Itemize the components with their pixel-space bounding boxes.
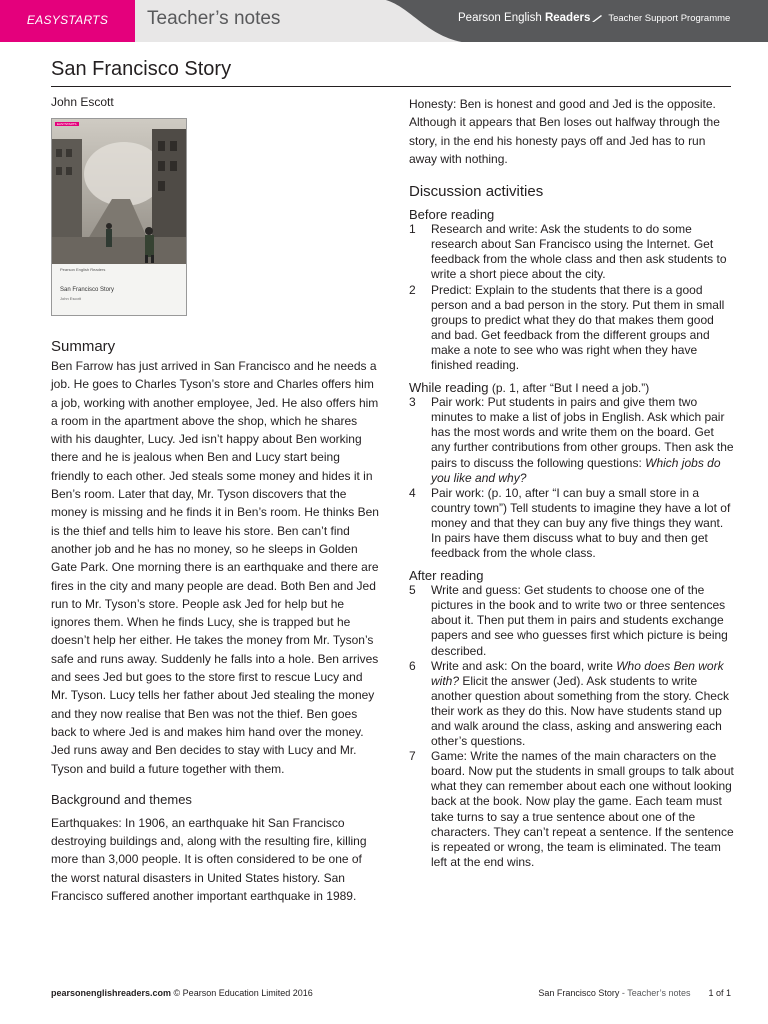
brand-suffix: Teacher Support Programme xyxy=(608,13,731,24)
activity-label: Pair work: xyxy=(431,395,485,410)
activity-text-continued: Elicit the answer (Jed). Ask students to write another question about something from the story. Check their work as they do this. Now have students stand up and walk around the class, asking and answering each other’s questions. xyxy=(431,673,729,749)
activity-number: 3 xyxy=(409,395,416,410)
while-reading-list xyxy=(409,395,734,561)
before-reading-heading: Before reading xyxy=(409,207,495,223)
discussion-heading: Discussion activities xyxy=(409,183,544,201)
activity-number: 1 xyxy=(409,222,416,237)
series-tag: EASYSTARTS xyxy=(0,0,135,42)
activity-italic: Who does Ben work with? xyxy=(431,658,724,688)
footer xyxy=(51,988,731,998)
pen-icon xyxy=(592,14,602,22)
activity-label: Write and guess: xyxy=(431,583,521,598)
activity-item xyxy=(409,283,734,374)
title-divider xyxy=(51,86,731,87)
activity-text: Write the names of the main characters on the board. Now put the students in small groups to talk about what they can remember about each one without looking back at the book. Now play the game. Each team must take turns to say a true sentence about one of the characters. They can’t repeat a sentence. If the sentence is repeated or wrong, the team is eliminated. The team left at the end wins. xyxy=(431,749,734,869)
footer-page: 1 of 1 xyxy=(708,988,731,998)
footer-site-link[interactable]: pearsonenglishreaders.com xyxy=(51,988,172,998)
earthquakes-paragraph xyxy=(51,814,381,905)
activity-item xyxy=(409,583,734,658)
activity-italic: Which jobs do you like and why? xyxy=(431,455,721,485)
notes-title: Teacher’s notes xyxy=(147,8,281,29)
activity-text: (p. 10, after “I can buy a small store in a country town”) Tell students to imagine they have a lot of money and that they can buy any five things they want. In pairs have them discuss what to buy and then get feedback from the whole class. xyxy=(431,485,731,561)
right-column xyxy=(409,95,734,870)
before-reading-list xyxy=(409,222,734,373)
footer-right xyxy=(538,988,731,998)
activity-item xyxy=(409,486,734,561)
activity-number: 6 xyxy=(409,658,416,673)
activity-number: 5 xyxy=(409,583,416,598)
footer-book: San Francisco Story xyxy=(538,988,620,998)
earthquakes-label: Earthquakes: xyxy=(51,815,122,830)
earthquakes-text: In 1906, an earthquake hit San Francisco destroying buildings and, along with the resulting fire, killing more than 3,000 people. It is often considered to be one of the worst natural disasters in United States history. San Francisco suffered another important earthquake in 1989. xyxy=(51,815,367,904)
book-cover xyxy=(51,118,187,316)
activity-number: 2 xyxy=(409,282,416,297)
activity-item xyxy=(409,659,734,750)
honesty-paragraph xyxy=(409,95,734,168)
activity-label: Research and write: xyxy=(431,222,538,237)
while-reading-title: While reading xyxy=(409,380,489,396)
activity-item xyxy=(409,395,734,486)
while-reading-ref: (p. 1, after “But I need a job.”) xyxy=(488,381,650,396)
book-title: San Francisco Story xyxy=(51,58,232,80)
honesty-text: Ben is honest and good and Jed is the opposite. Although it appears that Ben loses out halfway through the story, in the end his honesty pays off and Jed has to run away with nothing. xyxy=(409,97,720,166)
header-band xyxy=(0,0,768,42)
activity-number: 7 xyxy=(409,749,416,764)
while-reading-heading xyxy=(409,380,734,395)
cover-title: San Francisco Story xyxy=(60,287,115,293)
summary-text: Ben Farrow has just arrived in San Francisco and he needs a job. He goes to Charles Tyson’s store and Charles offers him a job, working with another employee, Jed. He also offers him a room in the apartment above the shop, which he shares with his daughter, Lucy. Jed isn’t happy about Ben working there and he is jealous when Ben and Lucy start being friendly to each other. Jed steals some money and hides it in Ben’s room. Later that day, Mr. Tyson discovers that the money is missing and he finds it in Ben’s room. He thinks Ben is the thief and tells him to leave his store. Ben can’t find another job and he has no money, so he sleeps in Golden Gate Park. One morning there is an earthquake and there are fires in the city and many people are dead. Both Ben and Jed run to Mr. Tyson’s store. People ask Jed for help but he ignores them. When he finds Lucy, she is trapped but he doesn’t help her either. He takes the money from Mr. Tyson’s safe and runs away. Suddenly he falls into a hole. Ben arrives and sees Jed but goes to the store first to rescue Lucy and Mr. Tyson. Lucy tells her father about Jed stealing the money and they now realise that Ben was not the thief. Ben goes back to where Jed is and makes him hand over the money. Jed runs away and Ben decides to stay with Lucy and Mr. Tyson and build a future together with them. xyxy=(51,359,379,776)
left-column xyxy=(51,95,381,905)
footer-copyright: © Pearson Education Limited 2016 xyxy=(171,988,313,998)
background-heading: Background and themes xyxy=(51,791,192,807)
activity-label: Write and ask: xyxy=(431,658,508,673)
cover-badge: EASYSTARTS xyxy=(57,122,77,126)
activity-text: On the board, write xyxy=(507,658,617,673)
activity-label: Pair work: xyxy=(431,485,485,500)
activity-text: Ask the students to do some research about San Francisco using the Internet. Get feedback from the whole class and then ask students to write a short piece about the city. xyxy=(431,222,727,282)
after-reading-list xyxy=(409,583,734,870)
activity-label: Game: xyxy=(431,749,468,764)
summary-heading: Summary xyxy=(51,338,116,355)
author: John Escott xyxy=(51,95,114,109)
after-reading-heading: After reading xyxy=(409,568,484,584)
activity-text: Put students in pairs and give them two minutes to make a list of jobs in English. Ask which pair has the most words and write them on the board. Get any further contributions from other groups. Then ask the pairs to discuss the following questions: xyxy=(431,395,734,470)
activity-text: Explain to the students that there is a good person and a bad person in the story. Put them in small groups to predict what they do that makes them good and bad. Get feedback from the different groups and make a note to see who was right when they have finished reading. xyxy=(431,282,725,373)
activity-text: Get students to choose one of the pictures in the book and to write two or three sentences about it. Then put them in pairs and students exchange papers and see who guesses first which picture is being described. xyxy=(431,583,728,658)
cover-photo xyxy=(52,119,186,264)
brand-prefix: Pearson English xyxy=(458,12,545,24)
honesty-label: Honesty: xyxy=(409,97,457,111)
activity-item xyxy=(409,222,734,282)
activity-label: Predict: xyxy=(431,282,472,297)
activity-number: 4 xyxy=(409,485,416,500)
brand-logo xyxy=(458,12,730,24)
cover-author: John Escott xyxy=(60,296,81,301)
activity-item xyxy=(409,749,734,870)
brand-bold: Readers xyxy=(544,12,591,24)
cover-logo: Pearson English Readers xyxy=(60,267,106,272)
footer-suffix: - Teacher’s notes xyxy=(619,988,691,998)
